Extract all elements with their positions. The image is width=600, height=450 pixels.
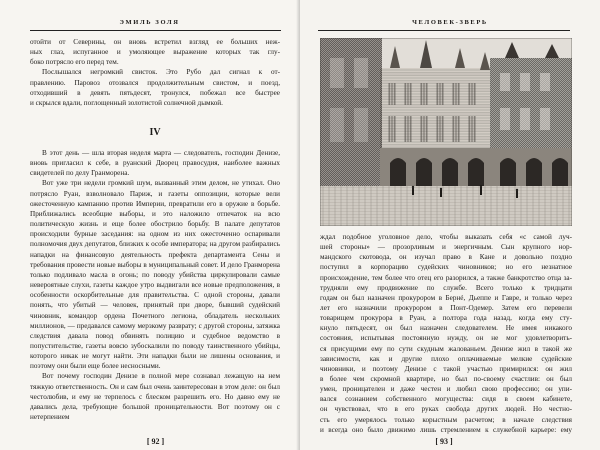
text-line: умен, проницателен и даже честен и любил свою профессию; он упи-	[320, 385, 572, 394]
text-line: лет его назначили прокурором в Понт-Одемер. Затем его перевели	[320, 303, 572, 312]
courtyard-engraving-icon	[320, 38, 572, 226]
chapter-number: IV	[149, 127, 161, 138]
text-line: происхождение, тем более что отец его разорился, а также банкротство отца за-	[320, 273, 572, 282]
text-line: отойти от Северины, он вновь встретил взгляд ее больших неж-	[30, 38, 280, 46]
text-line: сть его умерялось только корыстным расчетом; в начале следствия	[320, 415, 572, 424]
page-number-left: [ 92 ]	[146, 437, 165, 446]
left-page	[0, 0, 299, 450]
text-line: и всегда оно было движимо лишь стремлением к служебной карьере: ему	[320, 425, 572, 434]
text-line: боко потрясло его перед тем.	[30, 58, 119, 67]
text-line: ных глаз, испуганное и умоляющее выражение которых так глу-	[30, 48, 280, 57]
text-line: Послышался негромкий свисток. Это Рубо дал сигнал к от-	[42, 68, 280, 77]
paragraph: Вот уже три недели громкий шум, вызванный этим делом, не утихал. Оно потрясло Руан, взволновало Париж, и газеты оппозиции, которые вели ожесточенную кампанию против Империи, превратили его в оружие в борьбе. Приближались всеобщие выборы, и это наложило отпечаток на всю политическую жизнь и еще более обострило борьбу. В палате депутатов происходили бурные заседания: на одном из них ожесточенно оспаривали полномочия двух депутатов, близких к особе императора; на другом разбирались нападки на финансовую деятельность префекта департамента Сены и требования провести новые выборы в муниципальный совет. И дело Гранморена только подливало масла в огонь; по поводу убийства циркулировали самые невероятные слухи, газеты каждое утро выдвигали все новые предположения, в особенности оскорбительные для правительства. С одной стороны, давали понять, что убитый — человек, принятый при дворе, бывший судейский чиновник, командор ордена Почетного легиона, обладатель нескольких миллионов, — предавался самому мерзкому разврату; с другой стороны, затяжка следствия давала повод обвинять полицию и судебное ведомство в попустительстве, газеты вовсю зубоскалили по поводу таинственного убийцы, которого никак не могут найти. Эти нападки были не лишены основания, и поэтому они были еще более несносными.	[30, 179, 280, 371]
text-line: правлению. Паровоз отозвался продолжительным свистом, и поезд,	[30, 78, 280, 87]
header-rule-right	[318, 30, 570, 31]
paragraph: Вот почему господин Денизе в полной мере сознавал лежащую на нем тяжкую ответственность. Он и сам был очень заинтересован в этом деле: он был честолюбив, и ему не терпелось с блеском разрешить его. Но давно ему не давались дела, требующие большой проницательности. Вот поэтому он с нетерпением	[30, 372, 280, 422]
text-line: товарищем прокурора в Руан, а полтора года назад, когда ему сту-	[320, 314, 572, 323]
header-rule-left	[30, 30, 281, 31]
paragraph: В этот день — шла вторая неделя марта — следователь, господин Денизе, вновь пригласил к себе, в руанский Дворец правосудия, наиболее важных свидетелей по делу Гранморена.	[30, 149, 280, 178]
left-body-text	[30, 148, 280, 422]
text-line: трудняли ему продвижение по службе. Всего только к тридцати	[320, 283, 572, 292]
text-line: он чувствовал, что в его руках свобода других людей. Но честно-	[320, 405, 572, 414]
text-line: вался сознанием собственного могущества: сидя в своем кабинете,	[320, 395, 572, 404]
running-head-left: ЭМИЛЬ ЗОЛЯ	[119, 19, 180, 26]
text-line: поступил в корпорацию судейских чиновников; но его незнатное	[320, 263, 572, 272]
text-line: мандского скотовода, он изучал право в Кане и довольно поздно	[320, 253, 572, 262]
right-body-text	[320, 232, 572, 435]
text-line: состояния, испытывая постоянную нужду, он не мог удовлетворить-	[320, 334, 572, 343]
text-line: кнуло пятьдесят, он был назначен следователем. Не имея никакого	[320, 324, 572, 333]
text-line: отходивший в девять пятьдесят, тронулся, побежал все быстрее	[30, 88, 280, 97]
right-page	[300, 0, 600, 450]
page-number-right: [ 93 ]	[435, 437, 453, 446]
text-line: ся присущими ему по сути скудным жалованьем. Денизе жил в такой же	[320, 344, 572, 353]
left-top-text	[30, 37, 280, 108]
text-line: ждал подобное уголовное дело, чтобы выказать себя «с самой луч-	[320, 233, 572, 241]
text-line: годам он был назначен прокурором в Бернé, Дьеппе и Гавре, и только через	[320, 293, 572, 302]
text-line: и скрылся вдали, поглощенный золотистой солнечной дымкой.	[30, 98, 223, 107]
running-head-right: ЧЕЛОВЕК-ЗВЕРЬ	[412, 19, 488, 26]
engraving-illustration	[320, 38, 572, 226]
text-line: шей стороны» — прозорливым и энергичным. Сын крупного нор-	[320, 243, 572, 252]
text-line: зависимости, как и другие плохо оплачиваемые мелкие судейские	[320, 354, 572, 363]
text-line: в более чем скромной квартире, но был по-своему счастлив: он был	[320, 374, 572, 383]
text-line: чиновники, и поэтому Денизе с такой участью примирился: он жил	[320, 364, 572, 373]
